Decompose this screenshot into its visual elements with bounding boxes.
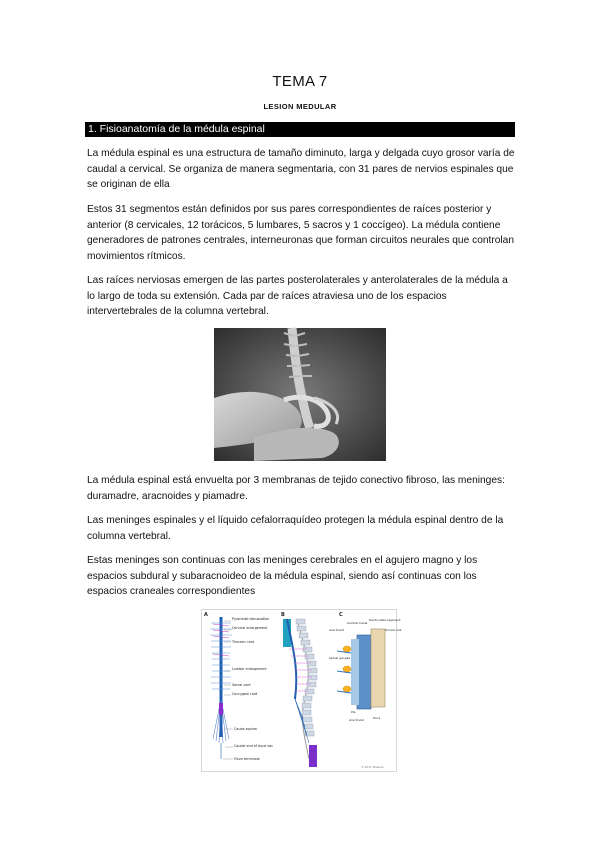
paragraph-5: Las meninges espinales y el líquido cefalorraquídeo protegen la médula espinal dentro de la columna vertebral.	[87, 515, 504, 542]
document-title: TEMA 7	[272, 73, 328, 90]
label-pia: Pia	[351, 710, 356, 714]
diagram-copyright: © 2011 Elsevier	[361, 765, 384, 769]
label-cervical-enlargement: Cervical enlargement	[232, 626, 268, 630]
spinal-cord-photo-illustration	[214, 328, 386, 461]
paragraph-4: La médula espinal está envuelta por 3 membranas de tejido conectivo fibroso, las meninges: duramadre, aracnoides y piamadre.	[87, 475, 505, 502]
label-dura: Dura	[373, 716, 381, 720]
label-filum-terminale: Filum terminale	[234, 757, 260, 761]
panel-b-label: B	[281, 612, 285, 618]
label-thoracic-cord: Thoracic cord	[232, 640, 255, 644]
label-pyramidal-decussation: Pyramidal decussation	[232, 617, 270, 621]
label-arachnoid-bottom: Arachnoid	[349, 718, 365, 722]
paragraph-6: Estas meninges son continuas con las meninges cerebrales en el agujero magno y los espacios subdural y subaracnoideo de la médula espinal, siendo así continuas con los espacios craneales correspondientes	[87, 555, 478, 597]
spinal-cord-diagram	[201, 609, 402, 772]
label-caudal-end-dural-sac: Caudal end of dural sac	[234, 744, 274, 748]
spinal-cord-photo	[214, 328, 386, 461]
section-heading: 1. Fisioanatomía de la médula espinal	[85, 122, 515, 137]
label-coccygeal-cord: Coccygeal cord	[232, 692, 258, 696]
panel-c-label: C	[339, 612, 343, 618]
label-arachnoid-top: Arachnoid	[329, 628, 345, 632]
document-subtitle: LESION MEDULAR	[263, 102, 337, 111]
label-sacral-cord: Sacral cord	[232, 683, 251, 687]
paragraph-1: La médula espinal es una estructura de tamaño diminuto, larga y delgada cuyo grosor varía de caudal a cervical. Se organiza de manera segmentaria, con 31 pares de nervios espinales que se originan de ella	[87, 148, 515, 190]
spinal-cord-diagram-svg	[201, 609, 402, 772]
label-denticulate-ligament: Denticulate ligament	[369, 618, 401, 622]
label-cauda-equina: Cauda equina	[234, 727, 257, 731]
label-central-canal: Central Canal	[347, 621, 368, 625]
label-spinal-ganglia: Spinal ganglia	[329, 656, 351, 660]
paragraph-2: Estos 31 segmentos están definidos por sus pares correspondientes de raíces posterior y anterior (8 cervicales, 12 torácicos, 5 lumbares, 5 sacros y 1 coccígeo). La médula contiene generadores de patrones centrales, interneuronas que forman circuitos neurales que controlan movimientos rítmicos.	[87, 204, 515, 262]
panel-a-label: A	[204, 612, 208, 618]
label-dorsal-root: Dorsal root	[385, 628, 402, 632]
label-lumbar-enlargement: Lumbar enlargement	[232, 667, 267, 671]
paragraph-3: Las raíces nerviosas emergen de las partes posterolaterales y anterolaterales de la médula a lo largo de toda su extensión. Cada par de raíces atraviesa uno de los espacios intervertebrales de la columna vertebral.	[87, 275, 508, 317]
